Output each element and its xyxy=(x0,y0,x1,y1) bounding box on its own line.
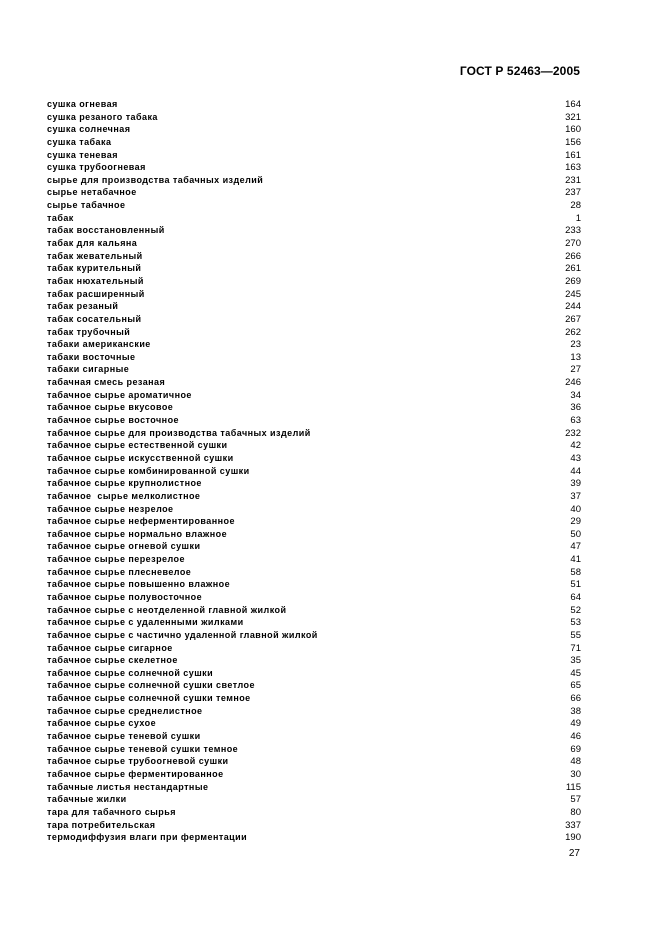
index-page-ref: 46 xyxy=(570,731,581,743)
index-page-ref: 13 xyxy=(570,351,581,363)
index-entry xyxy=(47,503,581,516)
index-entry xyxy=(47,363,581,376)
index-page-ref: 231 xyxy=(565,174,581,186)
index-page-ref: 51 xyxy=(570,579,581,591)
index-term: табак xyxy=(47,212,74,223)
index-page-ref: 29 xyxy=(570,516,581,528)
index-term: табачное сырье среднелистное xyxy=(47,705,203,716)
index-entry xyxy=(47,629,581,642)
index-term: табачное сырье ароматичное xyxy=(47,389,192,400)
index-entry xyxy=(47,224,581,237)
index-term: табачное сырье полувосточное xyxy=(47,591,203,602)
index-page-ref: 232 xyxy=(565,427,581,439)
index-term: табачная смесь резаная xyxy=(47,377,166,388)
index-entry xyxy=(47,819,581,832)
index-page-ref: 23 xyxy=(570,339,581,351)
index-term: сушка огневая xyxy=(47,99,118,109)
index-page-ref: 161 xyxy=(565,149,581,161)
index-page-ref: 30 xyxy=(570,768,581,780)
index-page-ref: 64 xyxy=(570,591,581,603)
index-entry xyxy=(47,667,581,680)
index-entry xyxy=(47,604,581,617)
index-term: табаки сигарные xyxy=(47,364,130,375)
index-term: табачное сырье мелколистное xyxy=(47,490,201,501)
index-entry xyxy=(47,705,581,718)
index-page-ref: 43 xyxy=(570,452,581,464)
index-term: табачные жилки xyxy=(47,794,127,805)
index-page-ref: 246 xyxy=(565,377,581,389)
index-term: табачное сырье ферментированное xyxy=(47,768,224,779)
index-entry xyxy=(47,755,581,768)
index-term: табачное сырье сигарное xyxy=(47,642,173,653)
index-page-ref: 65 xyxy=(570,680,581,692)
index-term: сырье табачное xyxy=(47,200,126,211)
index-page-ref: 237 xyxy=(565,187,581,199)
index-page-ref: 66 xyxy=(570,693,581,705)
index-term: табачное сырье повышенно влажное xyxy=(47,579,231,590)
index-term: сырье для производства табачных изделий xyxy=(47,174,264,185)
index-page-ref: 190 xyxy=(565,832,581,844)
index-entry xyxy=(47,743,581,756)
index-term: сушка солнечная xyxy=(47,124,131,135)
index-entry xyxy=(47,174,581,187)
index-page-ref: 337 xyxy=(565,819,581,831)
index-page-ref: 49 xyxy=(570,718,581,730)
index-entry xyxy=(47,793,581,806)
index-term: табак курительный xyxy=(47,263,142,274)
index-entry xyxy=(47,300,581,313)
document-header: ГОСТ Р 52463—2005 xyxy=(459,64,580,78)
index-entry xyxy=(47,540,581,553)
index-entry xyxy=(47,642,581,655)
index-page-ref: 1 xyxy=(575,212,581,224)
index-term: табачное сырье сухое xyxy=(47,718,157,729)
index-page-ref: 50 xyxy=(570,528,581,540)
index-entry xyxy=(47,515,581,528)
index-term: табак восстановленный xyxy=(47,225,165,236)
index-page-ref: 47 xyxy=(570,541,581,553)
index-term: табачное сырье нормально влажное xyxy=(47,528,228,539)
index-term: табачное сырье незрелое xyxy=(47,503,174,514)
index-page-ref: 262 xyxy=(565,326,581,338)
index-term: сушка трубоогневая xyxy=(47,162,146,173)
index-page-ref: 163 xyxy=(565,162,581,174)
index-term: табаки американские xyxy=(47,339,151,350)
index-page-ref: 37 xyxy=(570,490,581,502)
index-page-ref: 40 xyxy=(570,503,581,515)
index-term: табак сосательный xyxy=(47,313,142,324)
index-page-ref: 244 xyxy=(565,301,581,313)
index-entry xyxy=(47,616,581,629)
index-term: табачное сырье солнечной сушки xyxy=(47,667,214,678)
index-term: табачное сырье солнечной сушки темное xyxy=(47,693,251,704)
index-term: табак резаный xyxy=(47,301,119,312)
index-entry xyxy=(47,528,581,541)
index-term: табачное сырье теневой сушки xyxy=(47,731,201,742)
index-term: табачное сырье искусственной сушки xyxy=(47,452,234,463)
index-page-ref: 35 xyxy=(570,655,581,667)
index-term: табачное сырье трубоогневой сушки xyxy=(47,756,229,767)
index-page-ref: 42 xyxy=(570,440,581,452)
index-entry xyxy=(47,578,581,591)
index-term: табачное сырье с неотделенной главной жилкой xyxy=(47,604,287,615)
index-term: табачное сырье скелетное xyxy=(47,655,178,666)
index-entry xyxy=(47,136,581,149)
index-entry xyxy=(47,262,581,275)
alphabetical-index xyxy=(47,98,581,844)
index-term: табак нюхательный xyxy=(47,275,144,286)
index-entry xyxy=(47,186,581,199)
index-entry xyxy=(47,477,581,490)
index-page-ref: 41 xyxy=(570,554,581,566)
index-page-ref: 52 xyxy=(570,604,581,616)
index-term: табак жевательный xyxy=(47,250,143,261)
index-entry xyxy=(47,452,581,465)
index-term: табачное сырье огневой сушки xyxy=(47,541,201,552)
index-entry xyxy=(47,717,581,730)
index-term: табачное сырье теневой сушки темное xyxy=(47,743,239,754)
index-term: сырье нетабачное xyxy=(47,187,137,198)
index-page-ref: 71 xyxy=(570,642,581,654)
index-page-ref: 27 xyxy=(570,364,581,376)
index-page-ref: 233 xyxy=(565,225,581,237)
index-entry xyxy=(47,275,581,288)
index-entry xyxy=(47,566,581,579)
index-term: табачное сырье солнечной сушки светлое xyxy=(47,680,255,691)
index-entry xyxy=(47,831,581,844)
index-term: сушка резаного табака xyxy=(47,111,158,122)
index-page-ref: 58 xyxy=(570,566,581,578)
index-term: табачное сырье крупнолистное xyxy=(47,478,202,489)
index-page-ref: 45 xyxy=(570,667,581,679)
index-entry xyxy=(47,326,581,339)
index-term: табак для кальяна xyxy=(47,238,138,249)
index-term: табачное сырье с удаленными жилками xyxy=(47,617,244,628)
index-term: табачное сырье восточное xyxy=(47,415,179,426)
index-term: табачное сырье комбинированной сушки xyxy=(47,465,250,476)
index-entry xyxy=(47,149,581,162)
index-term: сушка табака xyxy=(47,136,112,147)
index-term: табачное сырье вкусовое xyxy=(47,402,174,413)
index-entry xyxy=(47,679,581,692)
index-entry xyxy=(47,439,581,452)
index-entry xyxy=(47,401,581,414)
index-entry xyxy=(47,212,581,225)
index-page-ref: 55 xyxy=(570,629,581,641)
index-page-ref: 38 xyxy=(570,705,581,717)
index-page-ref: 44 xyxy=(570,465,581,477)
index-term: табачное сырье плесневелое xyxy=(47,566,192,577)
index-entry xyxy=(47,98,581,111)
index-entry xyxy=(47,161,581,174)
index-entry xyxy=(47,553,581,566)
index-page-ref: 269 xyxy=(565,275,581,287)
index-page-ref: 245 xyxy=(565,288,581,300)
index-entry xyxy=(47,465,581,478)
index-entry xyxy=(47,781,581,794)
index-page-ref: 160 xyxy=(565,124,581,136)
index-term: табачное сырье с частично удаленной главной жилкой xyxy=(47,629,318,640)
index-page-ref: 267 xyxy=(565,313,581,325)
index-page-ref: 53 xyxy=(570,617,581,629)
index-page-ref: 266 xyxy=(565,250,581,262)
index-page-ref: 39 xyxy=(570,478,581,490)
index-page-ref: 48 xyxy=(570,756,581,768)
index-term: табак расширенный xyxy=(47,288,145,299)
index-page-ref: 80 xyxy=(570,806,581,818)
index-term: табаки восточные xyxy=(47,351,136,362)
index-entry xyxy=(47,111,581,124)
index-term: табачное сырье естественной сушки xyxy=(47,440,228,451)
index-page-ref: 261 xyxy=(565,263,581,275)
index-page-ref: 63 xyxy=(570,415,581,427)
index-page-ref: 164 xyxy=(565,99,581,110)
index-page-ref: 36 xyxy=(570,402,581,414)
index-term: табачное сырье для производства табачных изделий xyxy=(47,427,311,438)
index-entry xyxy=(47,376,581,389)
index-entry xyxy=(47,490,581,503)
index-entry xyxy=(47,288,581,301)
index-term: табачное сырье неферментированное xyxy=(47,516,235,527)
index-entry xyxy=(47,427,581,440)
index-page-ref: 115 xyxy=(565,781,581,793)
index-entry xyxy=(47,351,581,364)
index-entry xyxy=(47,692,581,705)
index-entry xyxy=(47,654,581,667)
index-term: тара для табачного сырья xyxy=(47,806,176,817)
index-entry xyxy=(47,768,581,781)
index-term: табачные листья нестандартные xyxy=(47,781,209,792)
index-page-ref: 156 xyxy=(565,136,581,148)
index-entry xyxy=(47,414,581,427)
page-number: 27 xyxy=(568,848,580,859)
index-entry xyxy=(47,730,581,743)
index-entry xyxy=(47,313,581,326)
index-page-ref: 28 xyxy=(570,200,581,212)
index-entry xyxy=(47,237,581,250)
index-term: термодиффузия влаги при ферментации xyxy=(47,832,248,843)
index-term: тара потребительская xyxy=(47,819,156,830)
index-page-ref: 34 xyxy=(570,389,581,401)
index-term: табак трубочный xyxy=(47,326,131,337)
index-entry xyxy=(47,806,581,819)
index-page-ref: 270 xyxy=(565,238,581,250)
index-entry xyxy=(47,199,581,212)
index-term: сушка теневая xyxy=(47,149,118,160)
index-entry xyxy=(47,338,581,351)
index-page-ref: 57 xyxy=(570,794,581,806)
index-page-ref: 69 xyxy=(570,743,581,755)
index-entry xyxy=(47,591,581,604)
index-entry xyxy=(47,389,581,402)
index-term: табачное сырье перезрелое xyxy=(47,554,185,565)
index-page-ref: 321 xyxy=(565,111,581,123)
index-entry xyxy=(47,250,581,263)
index-entry xyxy=(47,123,581,136)
